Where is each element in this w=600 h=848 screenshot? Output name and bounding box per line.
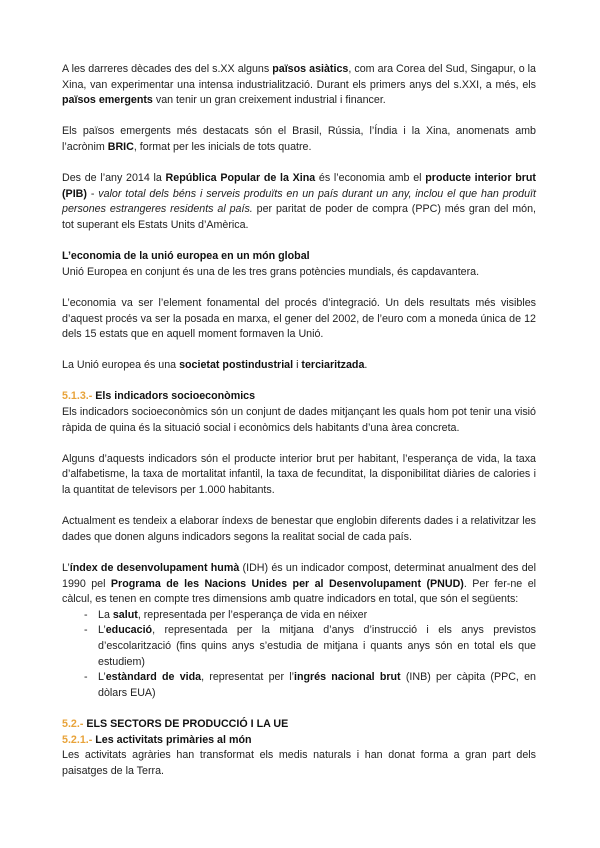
list-item-health: - La salut, representada per l’esperança de vida en néixer: [84, 608, 536, 624]
section-heading-production-sectors: 5.2.- ELS SECTORS DE PRODUCCIÓ I LA UE: [62, 717, 289, 730]
paragraph-bric: Els països emergents més destacats són el Brasil, Rússia, l’Índia i la Xina, anomenats amb l’acrònim BRIC, format per les inicials de tots quatre.: [62, 125, 536, 153]
paragraph-indicators-definition: Els indicadors socioeconòmics són un conjunt de dades mitjançant les quals hom pot tenir una visió ràpida de quina és la situació social i econòmics dels habitants d’una àrea concreta.: [62, 406, 536, 434]
section-heading-indicators: 5.1.3.- Els indicadors socioeconòmics: [62, 390, 256, 403]
paragraph-agrarian-activities: Les activitats agràries han transformat els medis naturals i han donat forma a gran part dels paisatges de la Terra.: [62, 749, 536, 777]
heading-eu-economy: L’economia de la unió europea en un món global: [62, 250, 310, 263]
list-item-living-standard: - L’estàndard de vida, representat per l’ingrés nacional brut (INB) per càpita (PPC, en dòlars EUA): [84, 670, 536, 701]
paragraph-indicators-examples: Alguns d’aquests indicadors són el producte interior brut per habitant, l’esperança de vida, la taxa d’alfabetisme, la taxa de mortalitat infantil, la taxa de fecunditat, la disponibilitat diàries de calories i la quantitat de televisors per 1.000 habitants.: [62, 452, 536, 497]
paragraph-china-gdp: Des de l’any 2014 la República Popular de la Xina és l’economia amb el producte interior brut (PIB) - valor total dels béns i serveis produïts en un país durant un any, inclou el que han produït persones estrangeres residents al país. per paritat de poder de compra (PPC) més gran del món, tot superant els Estats Units d’Amèrica.: [62, 172, 536, 231]
paragraph-hdi: L’índex de desenvolupament humà (IDH) és un indicador compost, determinat anualment des del 1990 pel Programa de les Nacions Unides per al Desenvolupament (PNUD). Per fer-ne el càlcul, es tenen en compte tres dimensions amb quatre indicadors en total, que són el següents:: [62, 562, 537, 606]
hdi-dimensions-list: [62, 608, 536, 702]
paragraph-eu-power: Unió Europea en conjunt és una de les tres grans potències mundials, és capdavantera.: [62, 265, 480, 278]
list-item-education: - L’educació, representada per la mitjana d’anys d’instrucció i els anys previstos d’escolarització (fins quins anys s’estudia de mitjana i quants anys són en total els que estudiem): [84, 623, 536, 670]
paragraph-euro: L’economia va ser l’element fonamental del procés d’integració. Un dels resultats més visibles d’aquest procés va ser la posada en marxa, el gener del 2002, de l’euro com a moneda única de 12 dels 15 estats que en aquell moment formaven la Unió.: [62, 296, 536, 341]
paragraph-wellbeing-index: Actualment es tendeix a elaborar índexs de benestar que englobin diferents dades i a relativitzar les dades que donen alguns indicadors segons la realitat social de cada país.: [62, 515, 536, 543]
section-number: 5.2.-: [62, 717, 84, 730]
section-heading-primary-activities: 5.2.1.- Les activitats primàries al món: [62, 733, 252, 746]
document-body: [62, 62, 536, 779]
section-number: 5.2.1.-: [62, 733, 93, 746]
paragraph-eu-society: La Unió europea és una societat postindustrial i terciaritzada.: [62, 359, 368, 372]
paragraph-asian-countries: A les darreres dècades des del s.XX alguns països asiàtics, com ara Corea del Sud, Singapur, o la Xina, van experimentar una intensa industrialització. Durant els primers anys del s.XXI, a més, els països emergents van tenir un gran creixement industrial i financer.: [62, 63, 536, 107]
section-number: 5.1.3.-: [62, 390, 93, 403]
